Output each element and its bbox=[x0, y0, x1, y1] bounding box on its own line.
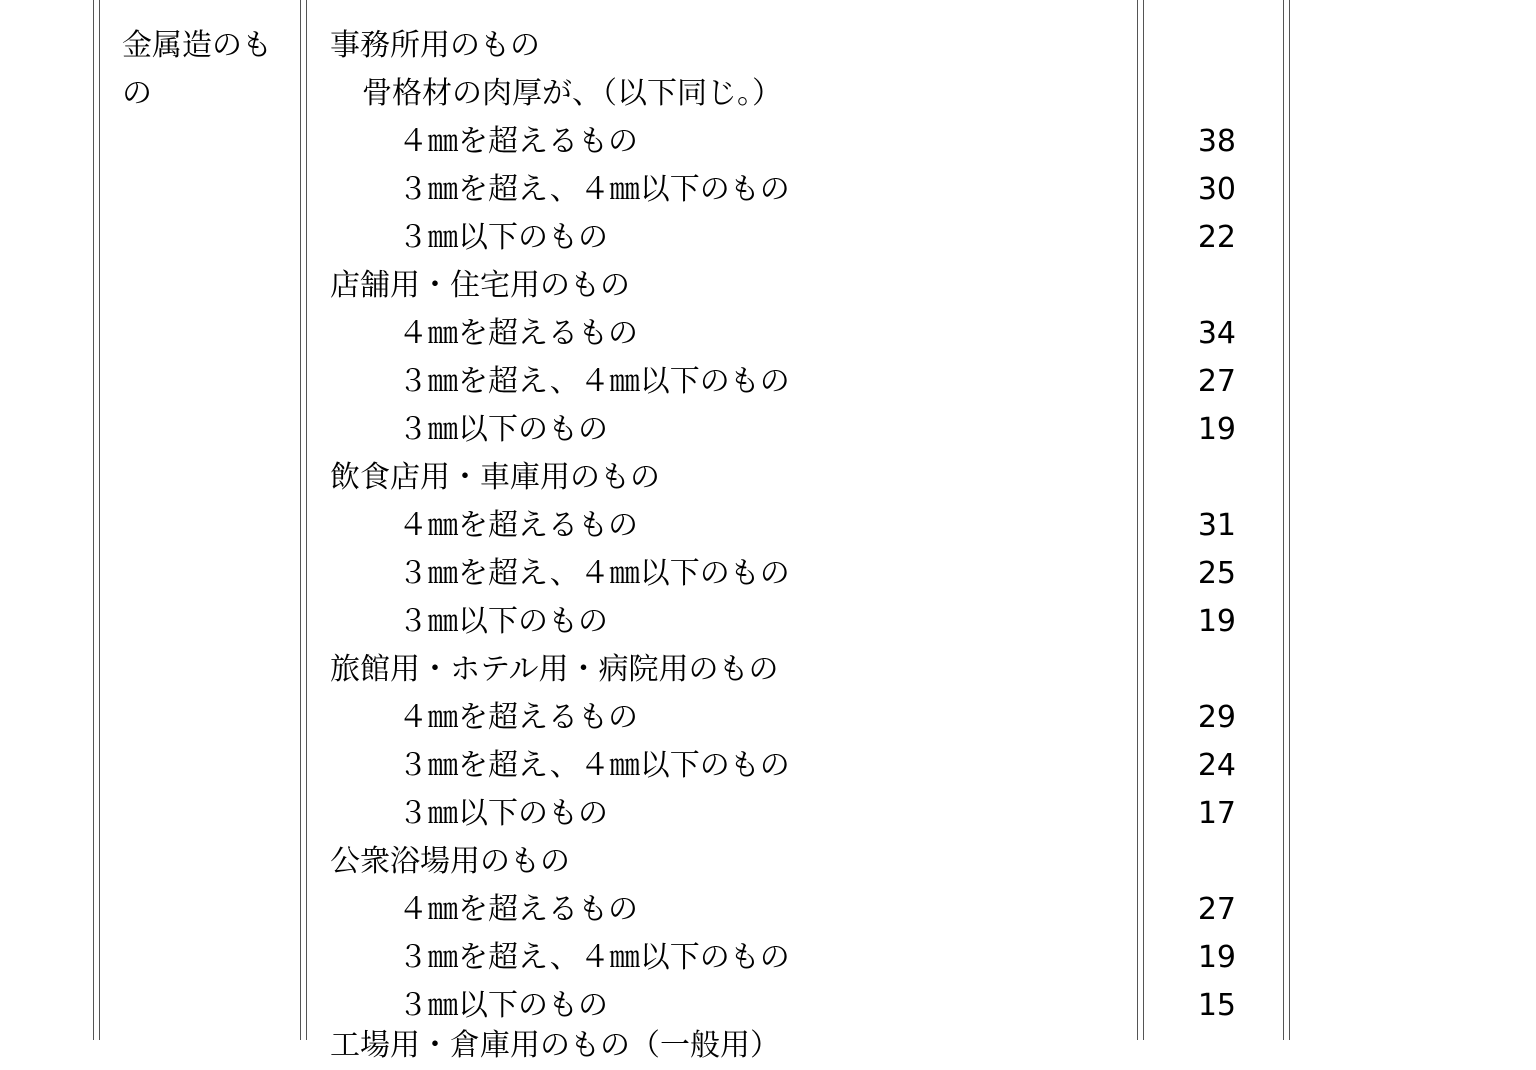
detail-item: ３㎜以下のもの bbox=[398, 412, 608, 447]
useful-life-value: 27 bbox=[1197, 364, 1236, 399]
useful-life-value: 25 bbox=[1197, 556, 1236, 591]
useful-life-value bbox=[1150, 838, 1236, 886]
column-divider-structure-outer bbox=[300, 0, 301, 1040]
useful-life-value: 15 bbox=[1197, 988, 1236, 1023]
table-left-border-inner bbox=[99, 0, 100, 1040]
category-heading: 旅館用・ホテル用・病院用のもの bbox=[330, 652, 779, 687]
useful-life-value: 19 bbox=[1197, 940, 1236, 975]
structure-cell: 金属造のもの bbox=[122, 28, 272, 111]
detail-item: ４㎜を超えるもの bbox=[398, 316, 638, 351]
column-divider-structure-inner bbox=[306, 0, 307, 1040]
detail-item: ３㎜を超え、４㎜以下のもの bbox=[398, 556, 790, 591]
detail-item: ３㎜以下のもの bbox=[398, 988, 608, 1023]
detail-item: ３㎜を超え、４㎜以下のもの bbox=[398, 748, 790, 783]
useful-life-value: 30 bbox=[1197, 172, 1236, 207]
useful-life-value: 29 bbox=[1197, 700, 1236, 735]
category-heading: 公衆浴場用のもの bbox=[330, 844, 570, 879]
category-heading: 店舗用・住宅用のもの bbox=[330, 268, 630, 303]
column-divider-detail-inner bbox=[1143, 0, 1144, 1040]
detail-item: ３㎜以下のもの bbox=[398, 604, 608, 639]
detail-item: ３㎜以下のもの bbox=[398, 796, 608, 831]
useful-life-value: 19 bbox=[1197, 412, 1236, 447]
useful-life-value: 38 bbox=[1197, 124, 1236, 159]
detail-item: ３㎜を超え、４㎜以下のもの bbox=[398, 364, 790, 399]
detail-item: ３㎜を超え、４㎜以下のもの bbox=[398, 172, 790, 207]
detail-item: ４㎜を超えるもの bbox=[398, 508, 638, 543]
useful-life-value: 24 bbox=[1197, 748, 1236, 783]
detail-list bbox=[330, 22, 1130, 1030]
category-heading: 事務所用のもの bbox=[330, 28, 540, 63]
column-divider-years-inner bbox=[1289, 0, 1290, 1040]
useful-life-value: 22 bbox=[1197, 220, 1236, 255]
useful-life-value bbox=[1150, 262, 1236, 310]
useful-life-value bbox=[1150, 646, 1236, 694]
useful-life-list bbox=[1150, 22, 1236, 1030]
partial-row: 工場用・倉庫用のもの（一般用） bbox=[330, 1028, 780, 1063]
detail-item: ４㎜を超えるもの bbox=[398, 892, 638, 927]
useful-life-value: 19 bbox=[1197, 604, 1236, 639]
column-divider-years-outer bbox=[1283, 0, 1284, 1040]
useful-life-value bbox=[1150, 22, 1236, 70]
useful-life-value: 17 bbox=[1197, 796, 1236, 831]
useful-life-value bbox=[1150, 70, 1236, 118]
table-left-border-outer bbox=[93, 0, 94, 1040]
column-divider-detail-outer bbox=[1137, 0, 1138, 1040]
detail-item: ３㎜を超え、４㎜以下のもの bbox=[398, 940, 790, 975]
useful-life-value: 27 bbox=[1197, 892, 1236, 927]
detail-item: ３㎜以下のもの bbox=[398, 220, 608, 255]
useful-life-value: 31 bbox=[1197, 508, 1236, 543]
detail-item: 骨格材の肉厚が、（以下同じ。） bbox=[362, 76, 782, 111]
useful-life-value bbox=[1150, 454, 1236, 502]
detail-item: ４㎜を超えるもの bbox=[398, 124, 638, 159]
category-heading: 飲食店用・車庫用のもの bbox=[330, 460, 660, 495]
detail-item: ４㎜を超えるもの bbox=[398, 700, 638, 735]
useful-life-value: 34 bbox=[1197, 316, 1236, 351]
